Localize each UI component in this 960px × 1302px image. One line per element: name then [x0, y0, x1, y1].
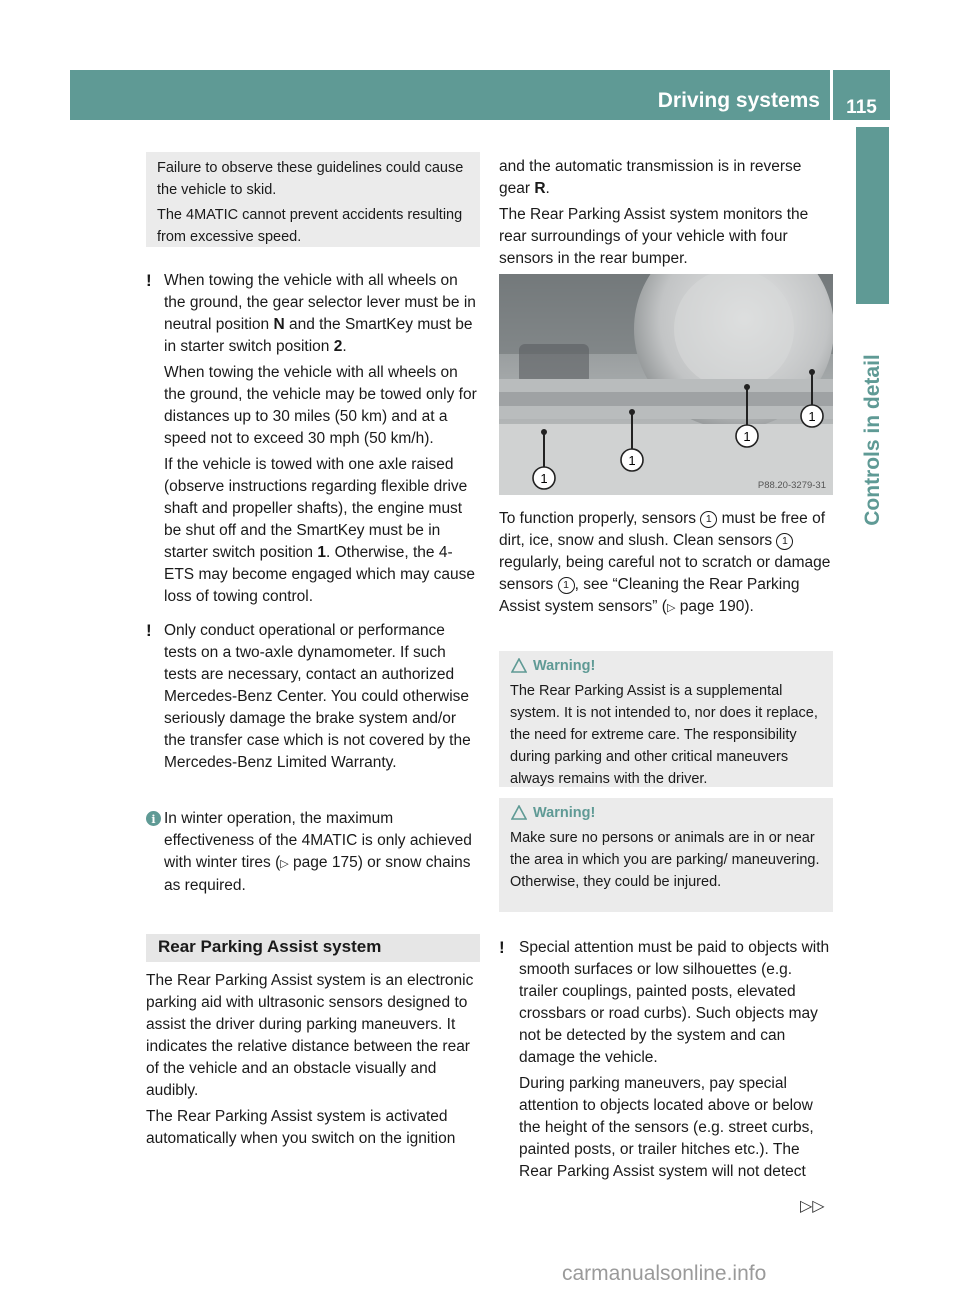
page-ref-arrow-icon: ▷	[280, 858, 289, 870]
watermark: carmanualsonline.info	[562, 1262, 767, 1285]
side-tab-label-wrap	[858, 310, 888, 570]
caution-box	[146, 152, 480, 247]
intro-text-2: The Rear Parking Assist system monitors the rear surroundings of your vehicle with four sensors in the rear bumper.	[499, 206, 809, 267]
objects-text-2: During parking maneuvers, pay special attention to objects located above or below the height of the sensors (e.g. street curbs, painted posts, or trailer hitches etc.). The Rear Parking Assist system will not detect	[519, 1075, 814, 1180]
warning-title: Warning!	[499, 651, 833, 676]
warning-text: Make sure no persons or animals are in or near the area in which you are parking/ maneuvering. Otherwise, they could be injured.	[510, 830, 820, 890]
rpa-text-2: The Rear Parking Assist system is activated automatically when you switch on the ignition	[146, 1108, 456, 1147]
side-tab-label: Controls in detail	[861, 354, 884, 526]
caution-text-1: Failure to observe these guidelines could cause the vehicle to skid.	[157, 160, 464, 198]
dynamometer-text: Only conduct operational or performance tests on a two-axle dynamometer. If such tests are necessary, contact an authorized Mercedes-Benz Center. You could otherwise seriously damage the brake system and/or the transfer case which is not covered by the Mercedes-Benz Limited Warranty.	[164, 622, 471, 771]
svg-text:1: 1	[808, 409, 816, 424]
warning-box-1	[499, 651, 833, 787]
svg-text:1: 1	[540, 471, 548, 486]
sensor-care-text: To function properly, sensors 1 must be free of dirt, ice, snow and slush. Clean sensors 1 regularly, being careful not to scratch or damage sensors 1 , see “Cleaning the Rear Parking Assist system sensors” (▷ page 190).	[499, 510, 831, 615]
svg-text:1: 1	[628, 453, 636, 468]
continued-arrow-icon: ▷▷	[800, 1198, 825, 1215]
warning-text: The Rear Parking Assist is a supplemental system. It is not intended to, nor does it replace, the need for extreme care. The responsibility during parking and other critical maneuvers always remains with the driver.	[510, 683, 818, 787]
rpa-text-1: The Rear Parking Assist system is an electronic parking aid with ultrasonic sensors designed to assist the driver during parking maneuvers. It indicates the relative distance between the rear of the vehicle and an obstacle visually and audibly.	[146, 972, 474, 1099]
warning-box-2	[499, 798, 833, 912]
figure-code: P88.20-3279-31	[757, 480, 826, 491]
callout-marker: 1	[558, 577, 575, 594]
svg-text:1: 1	[743, 429, 751, 444]
callout-marker	[621, 449, 643, 471]
callout-marker: 1	[700, 511, 717, 528]
callout-marker	[736, 425, 758, 447]
section-heading: Rear Parking Assist system	[146, 934, 480, 962]
note-towing	[146, 270, 480, 608]
towing-text-3: If the vehicle is towed with one axle raised (observe instructions regarding flexible drive shaft and propeller shafts), the engine must be shut off and the SmartKey must be in starter switch position 1. Otherwise, the 4-ETS may become engaged which may cause loss of towing control.	[164, 456, 476, 605]
warning-triangle-icon	[511, 658, 527, 673]
callout-marker	[533, 467, 555, 489]
side-tab	[856, 127, 889, 304]
warning-triangle-icon	[511, 805, 527, 820]
intro-text-1: and the automatic transmission is in reverse gear R.	[499, 158, 802, 197]
section-title: Driving systems	[657, 89, 820, 112]
winter-text: In winter operation, the maximum effectiveness of the 4MATIC is only achieved with winter tires (▷ page 175) or snow chains as required.	[164, 810, 472, 894]
page-number: 115	[833, 70, 890, 120]
objects-text-1: Special attention must be paid to objects with smooth surfaces or low silhouettes (e.g. trailer couplings, painted posts, elevated crossbars or road curbs). Such objects may not be detected by the system and can damage the vehicle.	[519, 939, 830, 1066]
exclamation-icon: !	[499, 938, 505, 957]
exclamation-icon: !	[146, 271, 152, 290]
rear-bumper-photo	[499, 274, 833, 495]
intro-text	[499, 156, 835, 270]
svg-text:i: i	[151, 813, 156, 826]
rpa-body	[146, 970, 484, 1150]
towing-text-1: When towing the vehicle with all wheels on the ground, the gear selector lever must be in neutral position N and the SmartKey must be in starter switch position 2.	[164, 272, 476, 355]
towing-text-2: When towing the vehicle with all wheels on the ground, the vehicle may be towed only for distances up to 30 miles (50 km) and at a speed not to exceed 30 mph (50 km/h).	[164, 364, 477, 447]
caution-text-2: The 4MATIC cannot prevent accidents resulting from excessive speed.	[157, 207, 463, 245]
page-ref-arrow-icon: ▷	[666, 602, 676, 614]
callout-marker	[801, 405, 823, 427]
exclamation-icon: !	[146, 621, 152, 640]
note-objects	[499, 937, 833, 1183]
warning-title: Warning!	[499, 798, 833, 823]
callout-marker: 1	[776, 533, 793, 550]
info-winter	[146, 808, 480, 897]
info-icon	[146, 808, 161, 830]
note-dynamometer	[146, 620, 480, 774]
